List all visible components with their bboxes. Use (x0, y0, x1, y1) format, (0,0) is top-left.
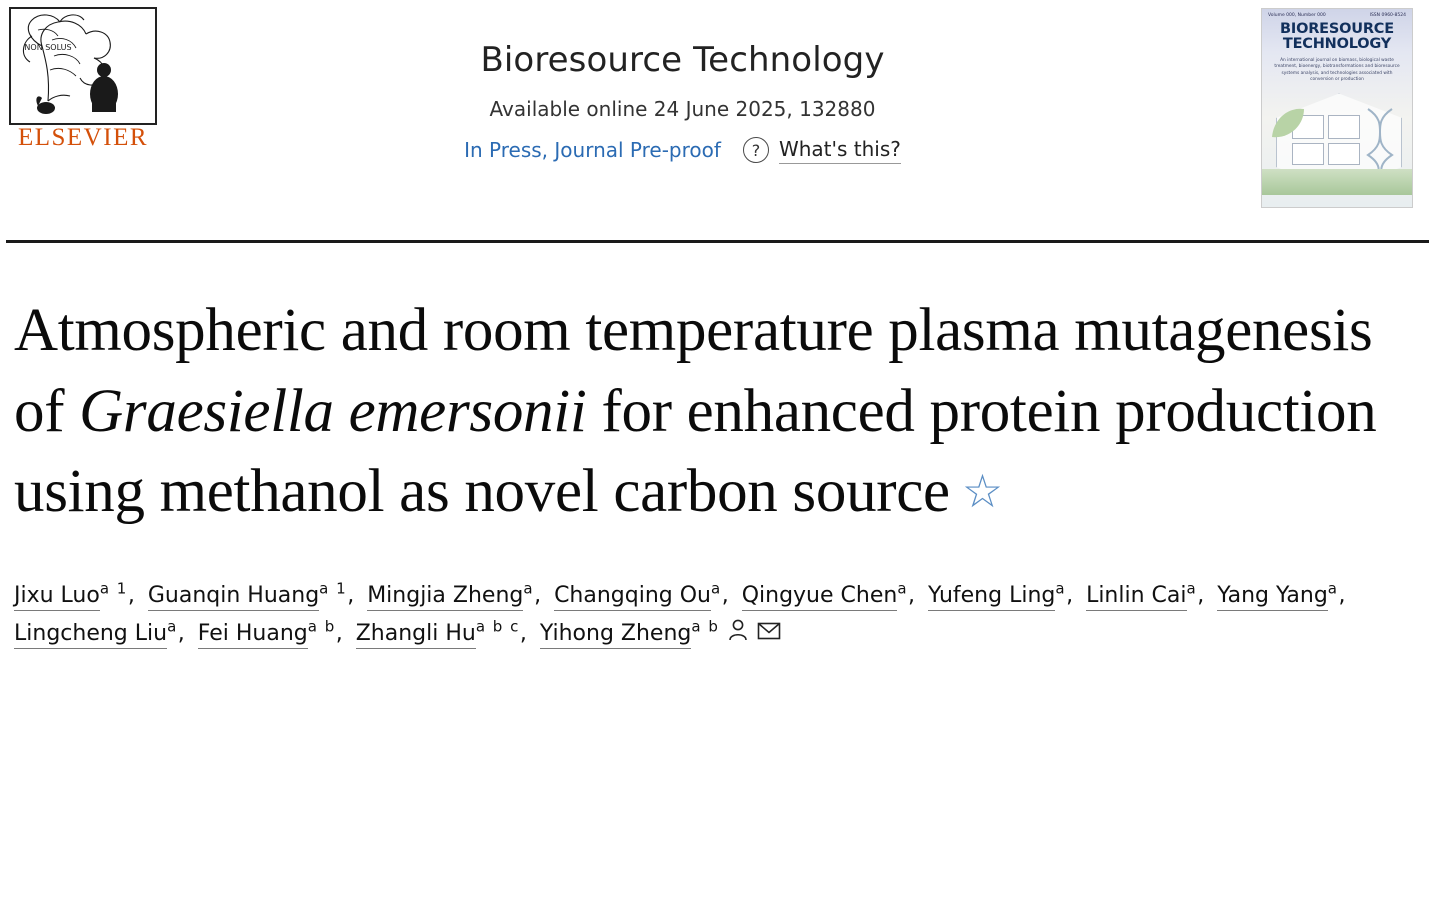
author-separator: , (534, 582, 542, 608)
author-name[interactable]: Zhangli Hu (356, 621, 476, 649)
envelope-icon[interactable] (757, 617, 781, 655)
author-item (554, 579, 722, 608)
author-name[interactable]: Jixu Luo (14, 583, 100, 611)
author-name[interactable]: Lingcheng Liu (14, 621, 167, 649)
whats-this-link[interactable]: What's this? (779, 137, 901, 164)
elsevier-logo[interactable] (8, 6, 158, 152)
author-separator: , (177, 621, 185, 647)
author-name[interactable]: Yang Yang (1217, 583, 1328, 611)
cover-leaf-icon (1268, 103, 1308, 143)
author-list (14, 577, 1421, 655)
author-item (367, 579, 535, 608)
author-affiliation[interactable]: a 1 (99, 579, 128, 598)
author-name[interactable]: Yufeng Ling (928, 583, 1055, 611)
cover-title-line2: TECHNOLOGY (1282, 36, 1392, 53)
cover-tile (1328, 143, 1360, 165)
author-item (1217, 579, 1339, 608)
journal-availability: Available online 24 June 2025, 132880 (489, 96, 876, 121)
cover-green-band (1262, 169, 1412, 195)
author-separator: , (908, 582, 916, 608)
author-affiliation[interactable]: a (1186, 579, 1198, 598)
author-item (741, 579, 909, 608)
author-name[interactable]: Mingjia Zheng (367, 583, 523, 611)
author-item-corresponding (539, 617, 782, 647)
author-name[interactable]: Yihong Zheng (540, 621, 692, 649)
article-header (0, 243, 1435, 655)
cover-tile (1328, 115, 1360, 139)
author-item (355, 617, 520, 647)
author-item (14, 617, 178, 647)
author-separator: , (721, 582, 729, 608)
author-affiliation[interactable]: a b (307, 617, 336, 636)
journal-info (170, 40, 1195, 164)
author-separator: , (335, 621, 343, 647)
elsevier-motto: NON SOLUS (24, 43, 72, 52)
cover-title (1262, 22, 1412, 53)
author-item (928, 579, 1067, 608)
cover-blurb: An international journal on biomass, biological waste treatment, bioenergy, biotransformations and bioresource systems analysis, and technologies associated with conversion or production (1274, 57, 1400, 83)
author-affiliation[interactable]: a (711, 579, 722, 598)
author-affiliation[interactable]: a b c (475, 617, 520, 636)
in-press-status[interactable]: In Press, Journal Pre-proof (464, 138, 721, 163)
author-separator: , (1338, 582, 1346, 608)
author-name[interactable]: Qingyue Chen (742, 583, 898, 611)
author-item (14, 579, 128, 608)
author-name[interactable]: Guanqin Huang (148, 583, 319, 611)
author-name[interactable]: Changqing Ou (554, 583, 711, 611)
author-item (1086, 579, 1198, 608)
journal-header (0, 0, 1435, 240)
author-affiliation[interactable]: a (1327, 579, 1339, 598)
article-title (14, 291, 1421, 533)
article-title-species: Graesiella emersonii (79, 377, 587, 445)
author-name[interactable]: Linlin Cai (1086, 583, 1186, 611)
author-separator: , (1197, 582, 1205, 608)
journal-title: Bioresource Technology (480, 40, 885, 80)
author-affiliation[interactable]: a (167, 617, 178, 636)
author-affiliation[interactable]: a b (691, 617, 720, 636)
author-separator: , (127, 582, 135, 608)
author-name[interactable]: Fei Huang (198, 621, 308, 649)
author-affiliation[interactable]: a 1 (319, 579, 348, 598)
author-separator: , (519, 621, 527, 647)
whats-this-group[interactable] (743, 137, 901, 164)
cover-title-line1: BIORESOURCE (1280, 21, 1394, 37)
question-mark-icon[interactable]: ? (743, 137, 769, 163)
author-separator: , (1066, 582, 1074, 608)
cover-volume-label: Volume 000, Number 000 (1268, 13, 1326, 18)
journal-cover-image[interactable] (1261, 8, 1413, 208)
cover-artwork (1262, 87, 1412, 195)
article-title-part1: Atmospheric and room temperature plasma mutagenesis of (14, 297, 1373, 445)
article-title-part2: for enhanced protein production using methanol as novel carbon source (14, 377, 1377, 526)
elsevier-tree-icon (8, 6, 158, 126)
author-affiliation[interactable]: a (523, 579, 535, 598)
author-item (147, 579, 348, 608)
journal-status-row (170, 137, 1195, 164)
author-item (197, 617, 336, 647)
cover-tile (1292, 143, 1324, 165)
author-affiliation[interactable]: a (897, 579, 909, 598)
cover-issn-label: ISSN 0960-8524 (1369, 13, 1406, 18)
person-icon[interactable] (727, 617, 749, 655)
cover-topbar (1262, 9, 1412, 18)
author-affiliation[interactable]: a (1055, 579, 1067, 598)
star-outline-icon[interactable]: ☆ (961, 466, 1003, 518)
elsevier-wordmark: ELSEVIER (17, 124, 149, 151)
author-separator: , (347, 582, 355, 608)
